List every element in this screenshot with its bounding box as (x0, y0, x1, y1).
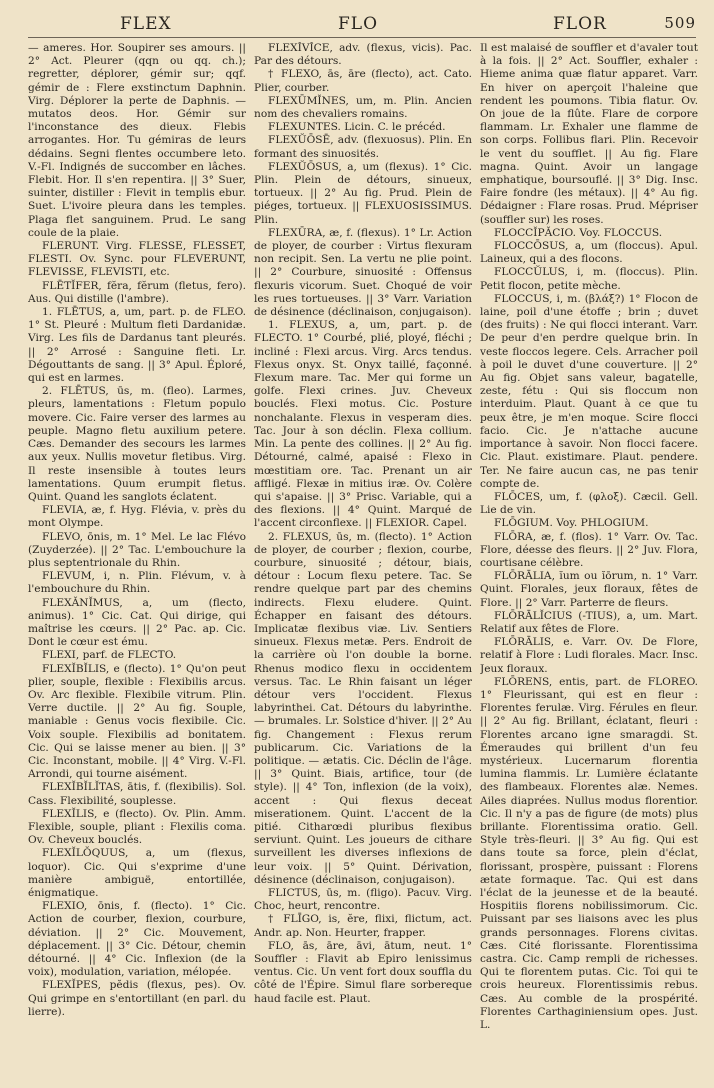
dictionary-entry: 1. FLĒTUS, a, um, part. p. de FLEO. 1° St. Pleuré : Multum fleti Dardanidæ. Virg. Les fils de Dardanus tant pleurés. || 2° Arrosé : Sanguine fleti. Lr. Dégouttants de sang. || 3° Apul. Éploré, qui est en larmes. (28, 306, 246, 385)
dictionary-entry: FLŌRĀLĬCIUS (-TIUS), a, um. Mart. Relatif aux fêtes de Flore. (480, 609, 698, 635)
dictionary-entry: † FLĪGO, is, ĕre, flixi, flictum, act. Andr. ap. Non. Heurter, frapper. (254, 913, 472, 939)
header-center-guide-word: FLO (338, 14, 379, 34)
dictionary-entry: FLERUNT. Virg. FLESSE, FLESSET, FLESTI. Ov. Sync. pour FLEVERUNT, FLEVISSE, FLEVISTI, etc. (28, 240, 246, 279)
dictionary-entry: FLEXĬVĬCE, adv. (flexus, vicis). Pac. Par des détours. (254, 42, 472, 68)
dictionary-entry: FLEVO, ōnis, m. 1° Mel. Le lac Flévo (Zuyderzée). || 2° Tac. L'embouchure la plus septentrionale du Rhin. (28, 530, 246, 569)
running-header (28, 14, 696, 36)
dictionary-entry: FLEXUNTES. Licin. C. le précéd. (268, 121, 446, 134)
dictionary-entry: † FLEXO, ās, āre (flecto), act. Cato. Plier, courber. (254, 68, 472, 94)
dictionary-entry: FLEXI, parf. de FLECTO. (42, 649, 177, 662)
dictionary-entry: FLŌRĀLIA, ĭum ou ĭōrum, n. 1° Varr. Quint. Florales, jeux floraux, fêtes de Flore. || 2° Varr. Parterre de fleurs. (480, 570, 698, 609)
dictionary-entry: FLEXĬBĬLĬTAS, ātis, f. (flexibilis). Sol. Cass. Flexibilité, souplesse. (28, 781, 246, 807)
dictionary-entry: FLEVUM, i, n. Plin. Flévum, v. à l'embouchure du Rhin. (28, 570, 246, 596)
text-columns (28, 42, 696, 1076)
dictionary-entry: FLEXĬLIS, e (flecto). Ov. Plin. Amm. Flexible, souple, pliant : Flexilis coma. Ov. Cheveux bouclés. (28, 807, 246, 847)
dictionary-entry: FLŌRENS, entis, part. de FLOREO. 1° Fleurissant, qui est en fleur : Florentes ferulæ. Virg. Férules en fleur. || 2° Au fig. Brillant, éclatant, fleuri : Florentes arcano igne smaragdi. St. Émeraudes qui brillent d'un feu mystérieux. Lucernarum florentia lumina flammis. Lr. Lumière éclatante des flambeaux. Florentes alæ. Nemes. Ailes diaprées. Nullus modus florentior. Cic. Il n'y a pas de figure (de mots) plus brillante. Florentissima oratio. Gell. Style très-fleuri. || 3° Au fig. Qui est dans toute sa force, plein d'éclat, florissant, prospère, puissant : Florens ætate formaque. Tac. Qui est dans l'éclat de la jeunesse et de la beauté. Hospitiis florens nobilissimorum. Cic. Puissant par ses liaisons avec les plus grands personnages. Florens civitas. Cæs. Cité florissante. Florentissima castra. Cic. Camp rempli de richesses. Qui te florentem putas. Cic. Toi qui te crois heureux. Florentissimis rebus. Cæs. Au comble de la prospérité. Florentes Carthaginiensium opes. Just. L. (480, 675, 698, 1032)
dictionary-entry: Il est malaisé de souffler et d'avaler tout à la fois. || 2° Act. Souffler, exhaler : Hieme anima quæ flatur apparet. Varr. En hiver on aperçoit l'haleine que rendent les poumons. Tibia flatur. Ov. On joue de la flûte. Flare de corpore flammam. Lr. Exhaler une flamme de son corps. Follibus flari. Plin. Recevoir le vent du soufflet. || Au fig. Flare magna. Quint. Avoir un langage emphatique, boursouflé. || 3° Dig. Insc. Faire fondre (les métaux). || 4° Au fig. Dédaigner : Flare rosas. Prud. Mépriser (souffler sur) les roses. (480, 42, 698, 226)
dictionary-entry: FLEXĬPES, pĕdis (flexus, pes). Ov. Qui grimpe en s'entortillant (en parl. du lierre). (28, 979, 246, 1018)
dictionary-entry: FLEXĂNĬMUS, a, um (flecto, animus). 1° Cic. Cat. Qui dirige, qui maîtrise les cœurs. || 2° Pac. ap. Cic. Dont le cœur est ému. (28, 596, 246, 649)
dictionary-entry: FLEXŬŌSUS, a, um (flexus). 1° Cic. Plin. Plein de détours, sinueux, tortueux. || 2° Au fig. Prud. Plein de piéges, tortueux. || FLEXUOSISSIMUS. Plin. (254, 160, 472, 226)
dictionary-entry: FLICTUS, ūs, m. (fligo). Pacuv. Virg. Choc, heurt, rencontre. (254, 887, 472, 913)
header-right-guide-word: FLOR (553, 14, 607, 34)
dictionary-entry: FLŌRA, æ, f. (flos). 1° Varr. Ov. Tac. Flore, déesse des fleurs. || 2° Juv. Flora, courtisane célèbre. (480, 530, 698, 569)
dictionary-entry: 1. FLEXUS, a, um, part. p. de FLECTO. 1° Courbé, plié, ployé, fléchi ; incliné : Flexi arcus. Virg. Arcs tendus. Flexus onyx. St. Onyx taillé, façonné. Flexum mare. Tac. Mer qui forme un golfe. Flexi crines. Juv. Cheveux bouclés. Flexi motus. Cic. Posture nonchalante. Flexus in vesperam dies. Tac. Jour à son déclin. Flexa collium. Min. La pente des collines. || 2° Au fig. Détourné, calmé, apaisé : Flexo in mœstitiam ore. Tac. Prenant un air affligé. Flexæ in mitius iræ. Ov. Colère qui s'apaise. || 3° Prisc. Variable, qui a des flexions. || 4° Quint. Marqué de l'accent circonflexe. || FLEXIOR. Capel. (254, 319, 472, 530)
dictionary-entry: FLĒTĬFER, fĕra, fĕrum (fletus, fero). Aus. Qui distille (l'ambre). (28, 279, 246, 305)
dictionary-entry: FLEVIA, æ, f. Hyg. Flévia, v. près du mont Olympe. (28, 504, 246, 530)
dictionary-entry: FLOCCŌSUS, a, um (floccus). Apul. Laineux, qui a des flocons. (480, 240, 698, 266)
dictionary-entry: FLŌCES, um, f. (φλοξ). Cæcil. Gell. Lie de vin. (480, 490, 698, 517)
dictionary-entry: FLEXĬLŎQUUS, a, um (flexus, loquor). Cic. Qui s'exprime d'une manière ambiguë, entortillée, énigmatique. (28, 847, 246, 899)
dictionary-entry: FLOCCUS, i, m. (βλάξ?) 1° Flocon de laine, poil d'une étoffe ; brin ; duvet (des fruits) : Ne qui flocci interant. Varr. De peur d'en perdre quelque brin. In veste floccos legere. Cels. Arracher poil à poil le duvet d'une couverture. || 2° Au fig. Objet sans valeur, bagatelle, zeste, fétu : Qui sis floccum non interduim. Plaut. Quant à ce que tu peux être, je m'en moque. Scire flocci facio. Cic. Je n'attache aucune importance à savoir. Non flocci facere. Cic. Plaut. existimare. Plaut. pendere. Ter. Ne faire aucun cas, ne pas tenir compte de. (480, 292, 698, 490)
column-3 (480, 42, 698, 1076)
column-1 (28, 42, 246, 1076)
dictionary-entry: FLO, ās, āre, āvi, ātum, neut. 1° Souffler : Flavit ab Epiro lenissimus ventus. Cic. Un vent fort doux souffla du côté de l'Épire. Simul flare sorbereque haud facile est. Plaut. (254, 939, 472, 1005)
dictionary-entry: FLEXŬŌSĒ, adv. (flexuosus). Plin. En formant des sinuosités. (254, 134, 472, 160)
dictionary-entry: FLEXIO, ōnis, f. (flecto). 1° Cic. Action de courber, flexion, courbure, déviation. || 2° Cic. Mouvement, déplacement. || 3° Cic. Détour, chemin détourné. || 4° Cic. Inflexion (de la voix), modulation, variation, mélopée. (28, 900, 246, 979)
dictionary-entry: FLŌRĀLIS, e. Varr. Ov. De Flore, relatif à Flore : Ludi florales. Macr. Insc. Jeux floraux. (480, 636, 698, 675)
dictionary-entry: 2. FLEXUS, ūs, m. (flecto). 1° Action de ployer, de courber ; flexion, courbe, courbure, sinuosité ; détour, biais, détour : Locum flexu petere. Tac. Se rendre quelque part par des chemins indirects. Flexu eludere. Quint. Échapper en faisant des détours. Implicatæ flexibus viæ. Liv. Sentiers sinueux. Flexus metæ. Pers. Endroit de la carrière où l'on double la borne. Rhenus modico flexu in occidentem versus. Tac. Le Rhin faisant un léger détour vers l'occident. Flexus labyrinthei. Cat. Détours du labyrinthe. — brumales. Lr. Solstice d'hiver. || 2° Au fig. Changement : Flexus rerum publicarum. Cic. Variations de la politique. — ætatis. Cic. Déclin de l'âge. || 3° Quint. Biais, artifice, tour (de style). || 4° Ton, inflexion (de la voix), accent : Qui flexus deceat miserationem. Quint. L'accent de la pitié. Citharœdi pluribus flexibus serviunt. Quint. Les joueurs de cithare surveillent les diverses inflexions de leur voix. || 5° Quint. Dérivation, désinence (déclinaison, conjugaison). (254, 530, 472, 886)
dictionary-entry: FLEXĬBĬLIS, e (flecto). 1° Qu'on peut plier, souple, flexible : Flexibilis arcus. Ov. Arc flexible. Flexibile vitrum. Plin. Verre ductile. || 2° Au fig. Souple, maniable : Genus vocis flexibile. Cic. Voix souple. Flexibilis ad bonitatem. Cic. Qui se laisse mener au bien. || 3° Cic. Inconstant, mobile. || 4° Virg. V.-Fl. Arrondi, qui tourne aisément. (28, 662, 246, 781)
header-rule (28, 37, 696, 38)
dictionary-entry: FLOCCĬPĂCIO. Voy. FLOCCUS. (494, 226, 663, 239)
header-left-guide-word: FLEX (120, 14, 172, 34)
dictionary-entry: FLEXŪRA, æ, f. (flexus). 1° Lr. Action de ployer, de courber : Virtus flexuram non recipit. Sen. La vertu ne plie point. || 2° Courbure, sinuosité : Offensus flexuris vicorum. Suet. Choqué de voir les rues tortueuses. || 3° Varr. Variation de désinence (déclinaison, conjugaison). (254, 226, 472, 319)
dictionary-entry: FLOCCŬLUS, i, m. (floccus). Plin. Petit flocon, petite mèche. (480, 266, 698, 292)
column-2 (254, 42, 472, 1076)
page-number: 509 (664, 14, 696, 32)
dictionary-entry: 2. FLĒTUS, ūs, m. (fleo). Larmes, pleurs, lamentations : Fletum populo movere. Cic. Faire verser des larmes au peuple. Magno fletu auxilium petere. Cæs. Demander des secours les larmes aux yeux. Nullis movetur fletibus. Virg. Il reste insensible à toutes leurs lamentations. Quum erumpit fletus. Quint. Quand les sanglots éclatent. (28, 385, 246, 503)
dictionary-entry: — ameres. Hor. Soupirer ses amours. || 2° Act. Pleurer (qqn ou qq. ch.); regretter, déplorer, gémir sur; qqf. gémir de : Flere exstinctum Daphnin. Virg. Déplorer la perte de Daphnis. — mutatos deos. Hor. Gémir sur l'inconstance des dieux. Flebis arrogantes. Hor. Tu gémiras de leurs dédains. Segni flentes occumbere leto. V.-Fl. Indignés de succomber en lâches. Flebit. Hor. Il s'en repentira. || 3° Suer, suinter, distiller : Flevit in templis ebur. Suet. L'ivoire pleura dans les temples. Plaga flet sanguinem. Prud. Le sang coule de la plaie. (28, 42, 246, 239)
dictionary-entry: FLEXŪMĬNES, um, m. Plin. Ancien nom des chevaliers romains. (254, 94, 472, 121)
dictionary-entry: FLŌGIUM. Voy. PHLOGIUM. (494, 517, 649, 530)
